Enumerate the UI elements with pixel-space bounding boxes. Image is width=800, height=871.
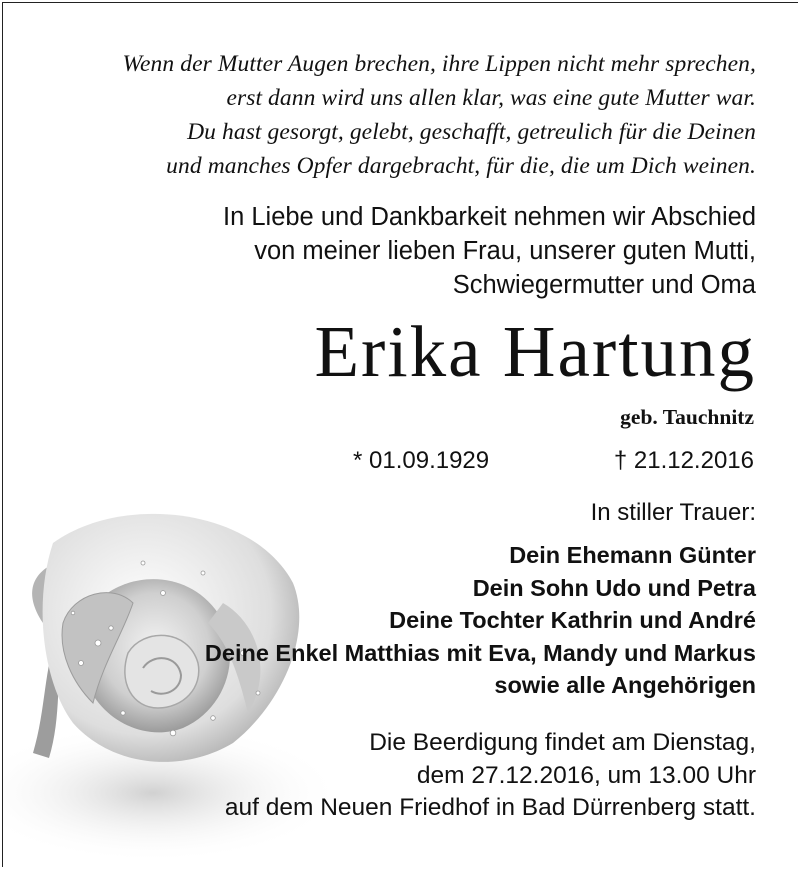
obituary-notice xyxy=(2,2,798,867)
funeral-line: dem 27.12.2016, um 13.00 Uhr xyxy=(416,761,756,789)
birth-date: * 01.09.1929 xyxy=(353,447,490,474)
poem-line: Wenn der Mutter Augen brechen, ihre Lippen nicht mehr sprechen, xyxy=(122,51,756,77)
poem-line: und manches Opfer dargebracht, für die, die um Dich weinen. xyxy=(166,153,756,179)
maiden-name: geb. Tauchnitz xyxy=(620,405,754,429)
mourners-heading: In stiller Trauer: xyxy=(590,499,756,526)
poem-line: erst dann wird uns allen klar, was eine gute Mutter war. xyxy=(226,85,756,111)
funeral-info xyxy=(225,727,756,825)
intro-line: von meiner lieben Frau, unserer guten Mutti, xyxy=(254,237,756,265)
funeral-line: auf dem Neuen Friedhof in Bad Dürrenberg statt. xyxy=(224,794,756,821)
intro-line: Schwiegermutter und Oma xyxy=(452,271,756,299)
mourner-line: Dein Sohn Udo und Petra xyxy=(472,574,756,601)
intro-line: In Liebe und Dankbarkeit nehmen wir Abschied xyxy=(223,203,756,231)
poem xyxy=(123,47,757,183)
mourner-line: Dein Ehemann Günter xyxy=(509,542,756,568)
death-date: † 21.12.2016 xyxy=(613,447,754,474)
poem-line: Du hast gesorgt, gelebt, geschafft, getreulich für die Deinen xyxy=(187,119,756,145)
mourners-list xyxy=(205,539,756,702)
deceased-name: Erika Hartung xyxy=(314,311,756,392)
funeral-line: Die Beerdigung findet am Dienstag, xyxy=(369,729,756,756)
mourner-line: Deine Enkel Matthias mit Eva, Mandy und Markus xyxy=(204,639,756,666)
mourner-line: Deine Tochter Kathrin und André xyxy=(389,607,756,633)
mourner-line: sowie alle Angehörigen xyxy=(494,672,756,698)
farewell-intro xyxy=(223,200,756,302)
